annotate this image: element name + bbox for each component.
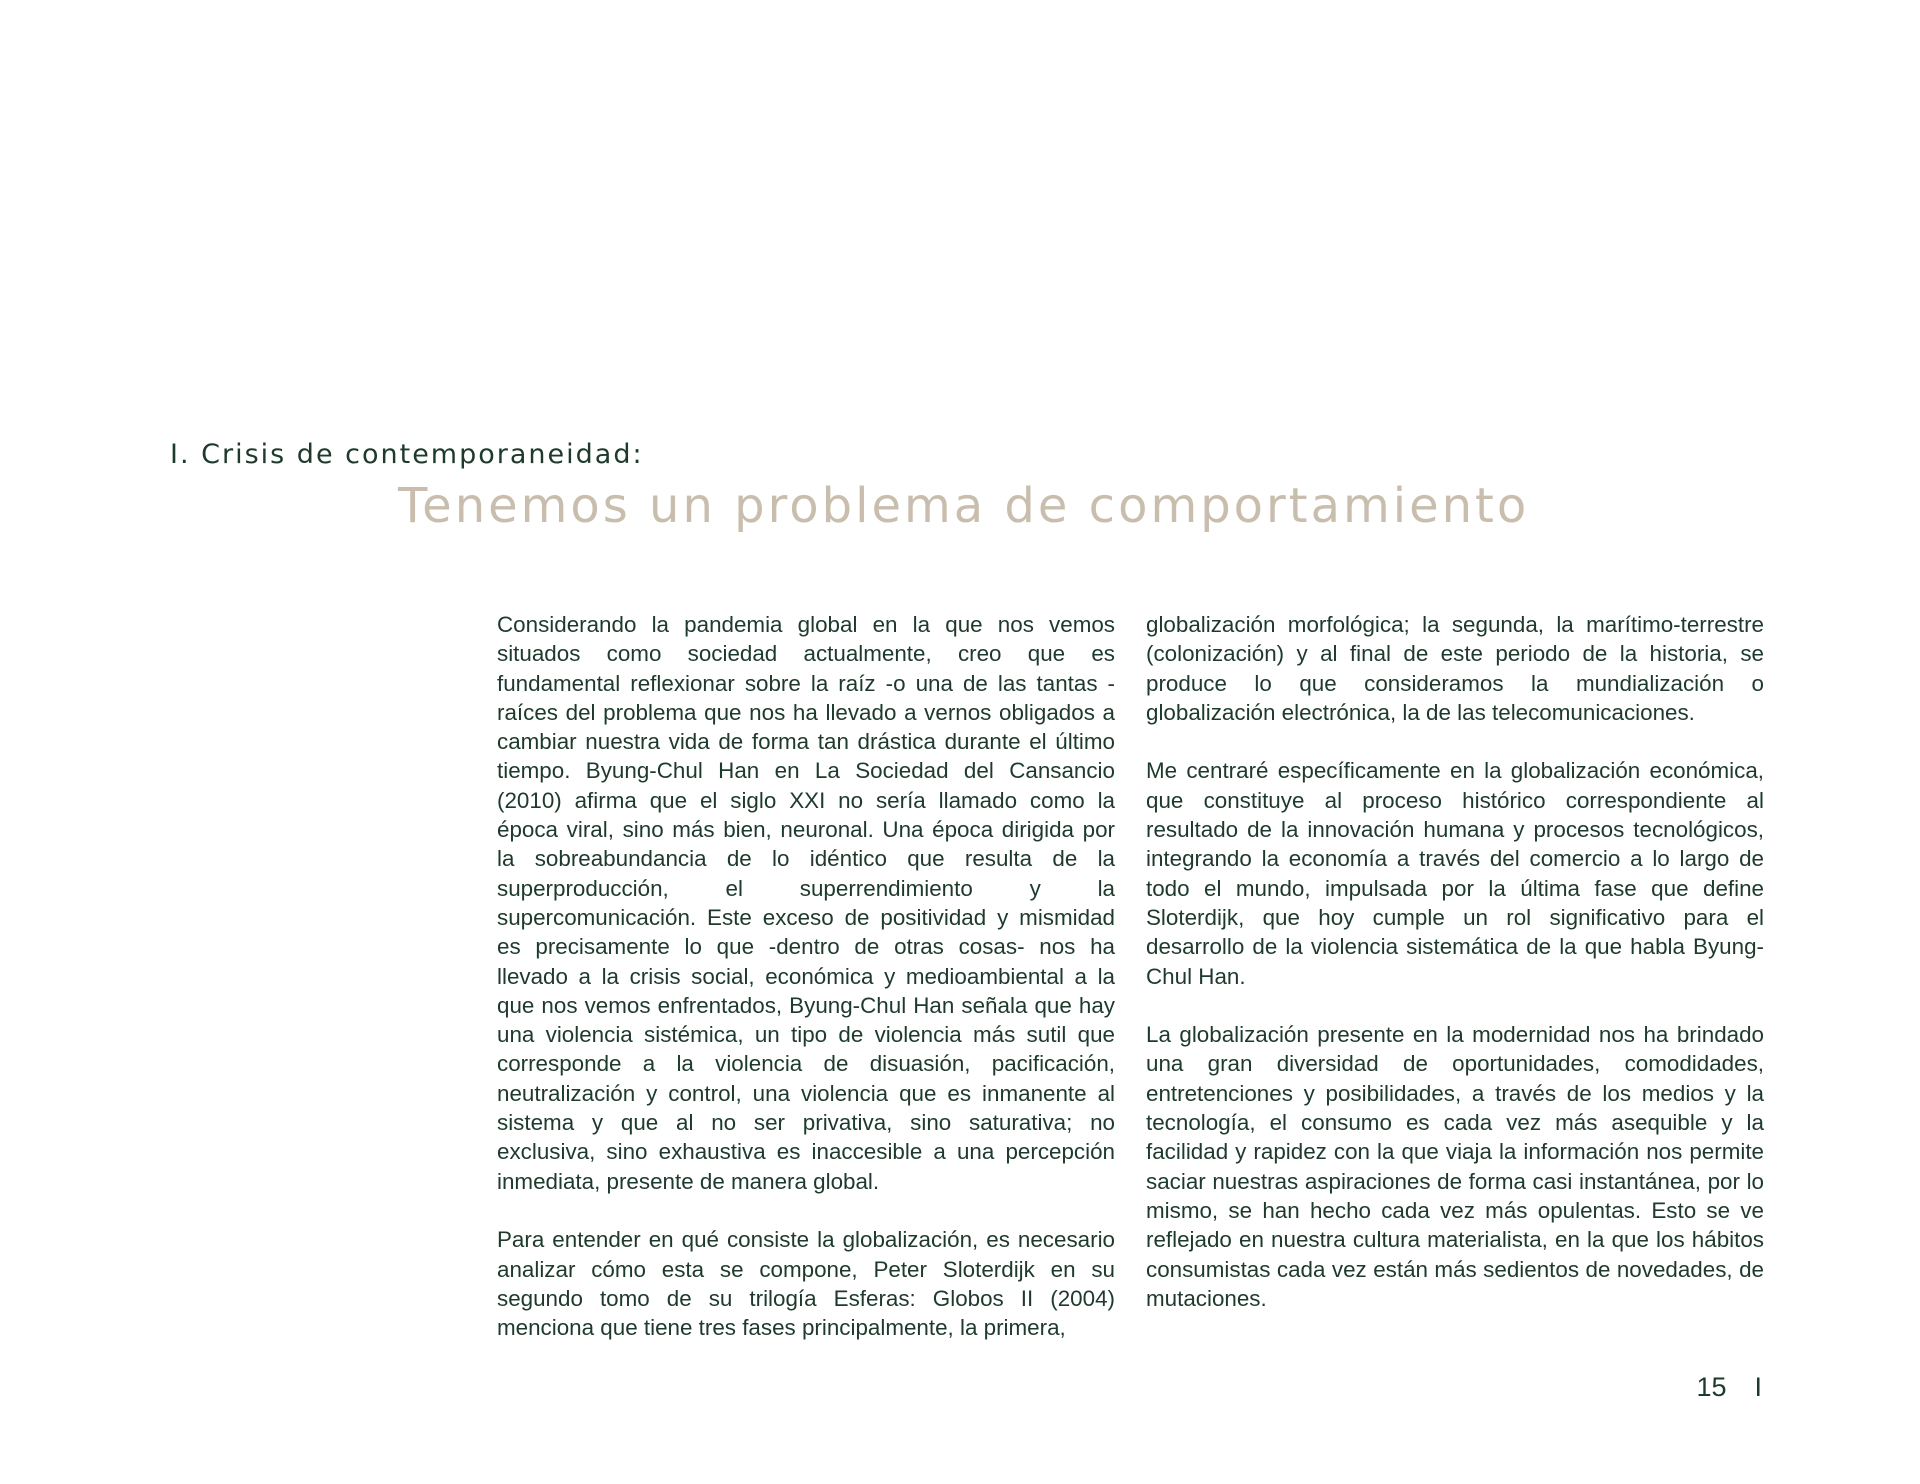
section-label: I. Crisis de contemporaneidad: bbox=[170, 439, 644, 470]
paragraph: Me centraré específicamente en la globalización económica, que constituye al proceso histórico correspondiente al resultado de la innovación humana y procesos tecnológicos, integrando la economía a través del comercio a lo largo de todo el mundo, impulsada por la última fase que define Sloterdijk, que hoy cumple un rol significativo para el desarrollo de la violencia sistemática de la que habla Byung-Chul Han. bbox=[1146, 758, 1764, 989]
right-column bbox=[1146, 610, 1764, 1342]
paragraph: globalización morfológica; la segunda, la marítimo-terrestre (colonización) y al final de este periodo de la historia, se produce lo que consideramos la mundialización o globalización electrónica, la de las telecomunicaciones. bbox=[1146, 612, 1764, 725]
paragraph: La globalización presente en la modernidad nos ha brindado una gran diversidad de oportunidades, comodidades, entretenciones y posibilidades, a través de los medios y la tecnología, el consumo es cada vez más asequible y la facilidad y rapidez con la que viaja la información nos permite saciar nuestras aspiraciones de forma casi instantánea, por lo mismo, se han hecho cada vez más opulentas. Esto se ve reflejado en nuestra cultura materialista, en la que los hábitos consumistas cada vez están más sedientos de novedades, de mutaciones. bbox=[1146, 1022, 1764, 1311]
paragraph: Considerando la pandemia global en la que nos vemos situados como sociedad actualmente, creo que es fundamental reflexionar sobre la raíz -o una de las tantas - raíces del problema que nos ha llevado a vernos obligados a cambiar nuestra vida de forma tan drástica durante el último tiempo. Byung-Chul Han en La Sociedad del Cansancio (2010) afirma que el siglo XXI no sería llamado como la época viral, sino más bien, neuronal. Una época dirigida por la sobreabundancia de lo idéntico que resulta de la superproducción, el superrendimiento y la supercomunicación. Este exceso de positividad y mismidad es precisamente lo que -dentro de otras cosas- nos ha llevado a la crisis social, económica y medioambiental a la que nos vemos enfrentados, Byung-Chul Han señala que hay una violencia sistémica, un tipo de violencia más sutil que corresponde a la violencia de disuasión, pacificación, neutralización y control, una violencia que es inmanente al sistema y que al no ser privativa, sino saturativa; no exclusiva, sino exhaustiva es inaccesible a una percepción inmediata, presente de manera global. bbox=[497, 612, 1115, 1194]
footer-separator: I bbox=[1754, 1372, 1762, 1402]
page-footer bbox=[1696, 1372, 1762, 1403]
paragraph: Para entender en qué consiste la globalización, es necesario analizar cómo esta se compone, Peter Sloterdijk en su segundo tomo de su trilogía Esferas: Globos II (2004) menciona que tiene tres fases principalmente, la primera, bbox=[497, 1227, 1115, 1341]
left-column bbox=[497, 610, 1115, 1372]
page-title: Tenemos un problema de comportamiento bbox=[398, 478, 1530, 534]
page-number: 15 bbox=[1696, 1372, 1727, 1402]
